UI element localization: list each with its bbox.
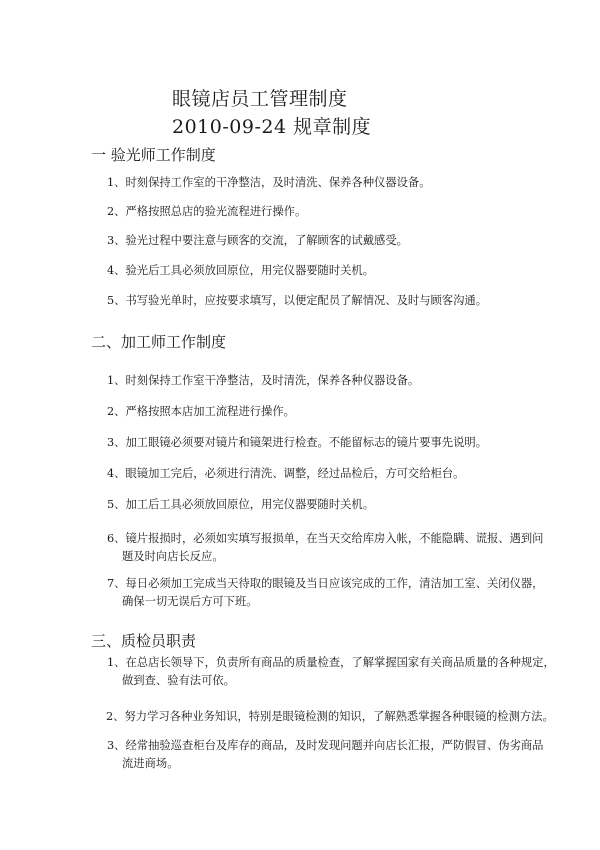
list-item xyxy=(107,372,419,390)
section-heading-processing: 二、加工师工作制度 xyxy=(91,333,227,351)
list-item xyxy=(107,737,543,773)
list-item xyxy=(107,530,543,566)
item-text: 2、努力学习各种业务知识，特别是眼镜检测的知识，了解熟悉掌握各种眼镜的检测方法。 xyxy=(106,710,554,723)
item-text: 7、每日必须加工完成当天待取的眼镜及当日应该完成的工作，清洁加工室、关闭仪器， xyxy=(107,577,544,590)
list-item xyxy=(107,434,487,452)
section-heading-quality-inspector: 三、质检员职责 xyxy=(91,632,197,650)
list-item xyxy=(107,174,431,192)
list-item xyxy=(107,232,408,250)
item-text: 4、眼镜加工完后，必须进行清洗、调整，经过品检后，方可交给柜台。 xyxy=(107,467,465,480)
item-text: 5、书写验光单时，应按要求填写，以便定配员了解情况、及时与顾客沟通。 xyxy=(107,294,487,307)
item-text: 2、严格按照本店加工流程进行操作。 xyxy=(107,405,295,418)
item-text-continued: 流进商场。 xyxy=(122,757,179,770)
item-text: 4、验光后工具必须放回原位，用完仪器要随时关机。 xyxy=(107,264,375,277)
list-item xyxy=(107,403,295,421)
document-subtitle: 2010-09-24 规章制度 xyxy=(172,116,372,138)
list-item xyxy=(107,262,374,280)
list-item xyxy=(106,708,554,726)
item-text: 1、在总店长领导下，负责所有商品的质量检查，了解掌握国家有关商品质量的各种规定， xyxy=(107,656,555,669)
list-item xyxy=(107,203,306,221)
item-text-continued: 题及时向店长反应。 xyxy=(122,550,224,563)
document-title: 眼镜店员工管理制度 xyxy=(172,88,348,110)
item-text: 1、时刻保持工作室的干净整洁，及时清洗、保养各种仪器设备。 xyxy=(107,176,431,189)
section-heading-optometrist: 一 验光师工作制度 xyxy=(91,146,216,164)
list-item xyxy=(107,292,487,310)
item-text-continued: 做到查、验有法可依。 xyxy=(122,674,235,687)
item-text-continued: 确保一切无误后方可下班。 xyxy=(122,595,258,608)
item-text: 1、时刻保持工作室干净整洁，及时清洗，保养各种仪器设备。 xyxy=(107,374,420,387)
list-item xyxy=(107,465,464,483)
item-text: 6、镜片报损时，必须如实填写报损单，在当天交给库房入帐，不能隐瞒、谎报、遇到问 xyxy=(107,532,544,545)
list-item xyxy=(107,496,374,514)
list-item xyxy=(107,654,555,690)
list-item xyxy=(107,575,543,611)
item-text: 3、加工眼镜必须要对镜片和镜架进行检查。不能留标志的镜片要事先说明。 xyxy=(107,436,487,449)
item-text: 3、验光过程中要注意与顾客的交流，了解顾客的试戴感受。 xyxy=(107,234,408,247)
item-text: 2、严格按照总店的验光流程进行操作。 xyxy=(107,205,307,218)
item-text: 3、经常抽验巡查柜台及库存的商品，及时发现问题并向店长汇报，严防假冒、伪劣商品 xyxy=(107,739,544,752)
item-text: 5、加工后工具必须放回原位，用完仪器要随时关机。 xyxy=(107,498,375,511)
